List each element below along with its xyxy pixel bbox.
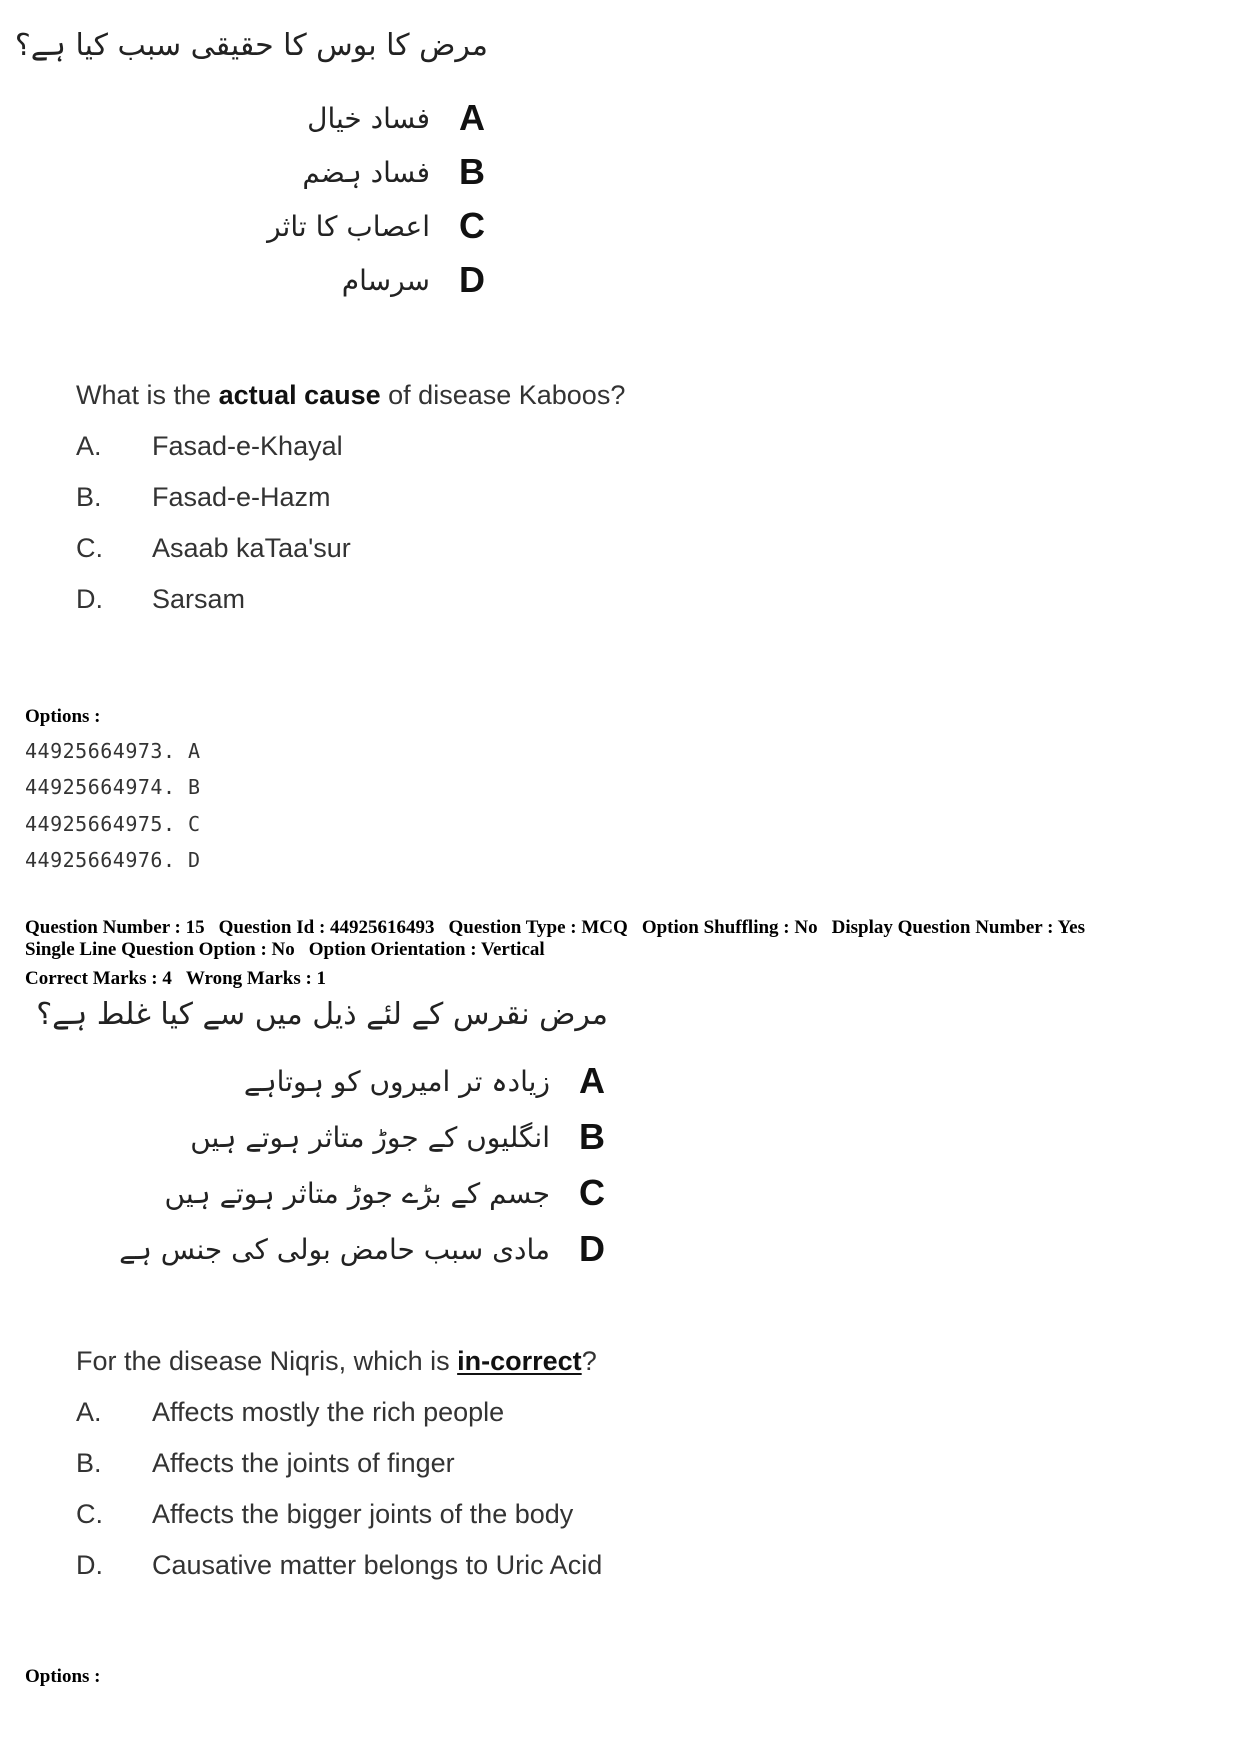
option-label: D. bbox=[76, 584, 103, 614]
q14-option-code-a: 44925664973. A bbox=[25, 739, 201, 763]
option-orientation: Option Orientation : Vertical bbox=[308, 939, 545, 960]
q15-english-option-c bbox=[76, 1499, 573, 1530]
q15-english-option-d bbox=[76, 1550, 602, 1581]
option-text: زیادہ تر امیروں کو ہوتاہے bbox=[243, 1064, 550, 1098]
q14-option-code-d: 44925664976. D bbox=[25, 848, 201, 872]
question-text-post: of disease Kaboos? bbox=[380, 380, 626, 410]
option-text: سرسام bbox=[341, 263, 430, 297]
q15-english-option-b bbox=[76, 1448, 455, 1479]
q14-english-option-a bbox=[76, 431, 343, 462]
q14-urdu-question: مرض کا بوس کا حقیقی سبب کیا ہے؟ bbox=[14, 28, 488, 63]
option-label: B. bbox=[76, 482, 102, 512]
q15-meta-line-3 bbox=[25, 968, 340, 990]
correct-marks: Correct Marks : 4 bbox=[25, 968, 172, 989]
option-text: Affects mostly the rich people bbox=[152, 1397, 505, 1427]
q15-urdu-option-d bbox=[119, 1228, 612, 1270]
option-letter: A bbox=[579, 1060, 605, 1101]
question-type: Question Type : MCQ bbox=[448, 917, 628, 938]
option-label: B. bbox=[76, 1448, 102, 1478]
option-letter: B bbox=[459, 151, 485, 192]
q15-urdu-option-a bbox=[244, 1060, 612, 1102]
q15-urdu-option-b bbox=[190, 1116, 612, 1158]
question-text-emphasis: actual cause bbox=[218, 380, 381, 410]
wrong-marks: Wrong Marks : 1 bbox=[185, 968, 327, 989]
display-question-number: Display Question Number : Yes bbox=[831, 917, 1085, 938]
single-line-question-option: Single Line Question Option : No bbox=[25, 939, 295, 960]
q14-english-option-c bbox=[76, 533, 351, 564]
option-text: Causative matter belongs to Uric Acid bbox=[152, 1550, 603, 1580]
option-text: فساد خیال bbox=[307, 101, 430, 135]
option-label: C. bbox=[76, 533, 103, 563]
option-text: جسم کے بڑے جوڑ متاثر ہوتے ہیں bbox=[164, 1176, 550, 1210]
option-letter: B bbox=[579, 1116, 605, 1157]
option-letter: C bbox=[459, 205, 485, 246]
option-label: A. bbox=[76, 1397, 102, 1427]
q14-urdu-option-d bbox=[342, 259, 492, 301]
q15-options-heading: Options : bbox=[25, 1666, 101, 1687]
question-text-pre: For the disease Niqris, which is bbox=[76, 1346, 458, 1376]
q15-meta-line-1 bbox=[25, 917, 1099, 939]
option-label: C. bbox=[76, 1499, 103, 1529]
q14-english-option-b bbox=[76, 482, 331, 513]
option-text: Affects the bigger joints of the body bbox=[152, 1499, 574, 1529]
option-letter: A bbox=[459, 97, 485, 138]
q14-english-question bbox=[76, 380, 625, 411]
option-label: D. bbox=[76, 1550, 103, 1580]
q15-meta-line-2 bbox=[25, 939, 559, 961]
option-text: مادی سبب حامض بولی کی جنس ہے bbox=[119, 1232, 550, 1266]
q14-urdu-option-c bbox=[267, 205, 492, 247]
q15-urdu-option-c bbox=[165, 1172, 612, 1214]
q15-english-question bbox=[76, 1346, 597, 1377]
option-text: Sarsam bbox=[152, 584, 246, 614]
q14-option-code-c: 44925664975. C bbox=[25, 812, 201, 836]
q14-english-option-d bbox=[76, 584, 245, 615]
option-letter: C bbox=[579, 1172, 605, 1213]
option-text: Fasad-e-Khayal bbox=[152, 431, 343, 461]
q14-urdu-option-a bbox=[307, 97, 492, 139]
q15-english-option-a bbox=[76, 1397, 504, 1428]
question-text-post: ? bbox=[581, 1346, 597, 1376]
q14-option-code-b: 44925664974. B bbox=[25, 775, 201, 799]
question-text-pre: What is the bbox=[76, 380, 219, 410]
q14-options-heading: Options : bbox=[25, 706, 101, 727]
option-letter: D bbox=[579, 1228, 605, 1269]
option-text: Affects the joints of finger bbox=[152, 1448, 455, 1478]
question-text-emphasis: in-correct bbox=[457, 1346, 582, 1376]
option-letter: D bbox=[459, 259, 485, 300]
option-text: Fasad-e-Hazm bbox=[152, 482, 331, 512]
option-shuffling: Option Shuffling : No bbox=[641, 917, 818, 938]
question-number: Question Number : 15 bbox=[25, 917, 205, 938]
option-text: انگلیوں کے جوڑ متاثر ہوتے ہیں bbox=[190, 1120, 550, 1154]
q14-urdu-option-b bbox=[302, 151, 492, 193]
question-id: Question Id : 44925616493 bbox=[218, 917, 435, 938]
option-label: A. bbox=[76, 431, 102, 461]
option-text: فساد ہضم bbox=[302, 155, 430, 189]
option-text: Asaab kaTaa'sur bbox=[152, 533, 351, 563]
option-text: اعصاب کا تاثر bbox=[267, 209, 430, 243]
q15-urdu-question: مرض نقرس کے لئے ذیل میں سے کیا غلط ہے؟ bbox=[36, 997, 608, 1032]
